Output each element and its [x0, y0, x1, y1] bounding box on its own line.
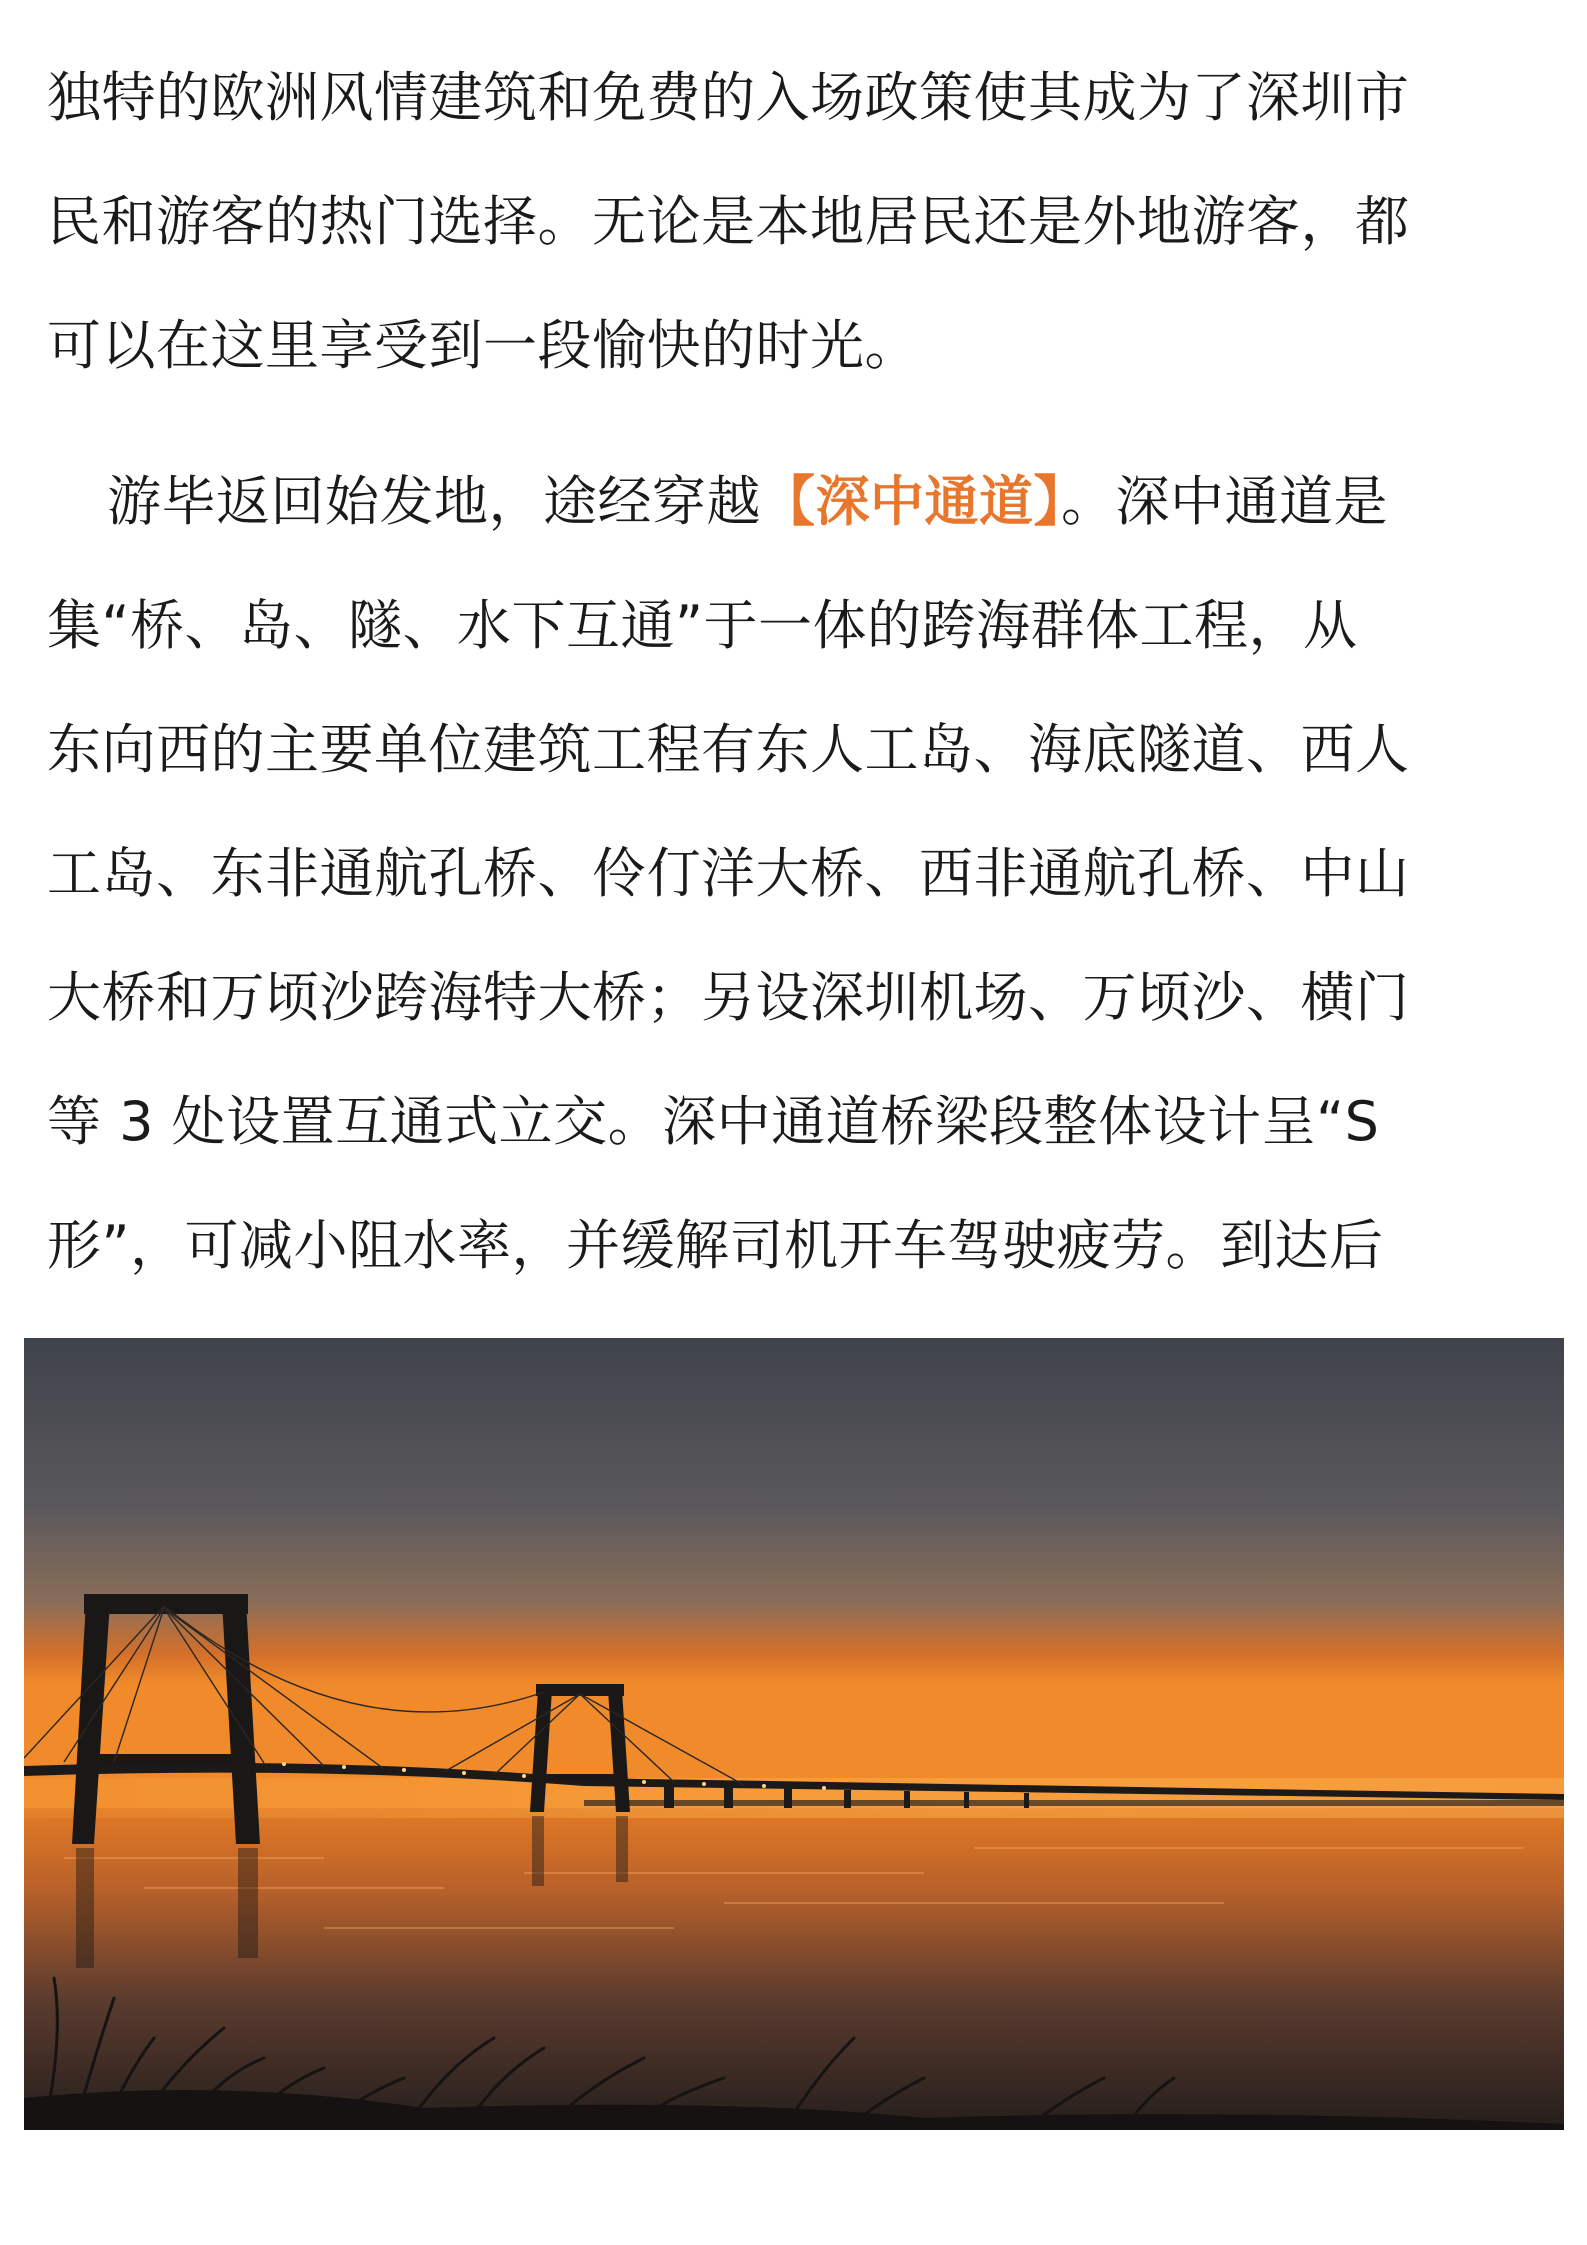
text-line: 等 3 处设置互通式立交。深中通道桥梁段整体设计呈“S	[47, 1090, 1380, 1153]
text-segment: 。深中通道是	[1061, 470, 1388, 533]
paragraph-1	[47, 36, 1517, 408]
paragraph-2	[47, 440, 1517, 1308]
text-line: 工岛、东非通航孔桥、伶仃洋大桥、西非通航孔桥、中山	[47, 842, 1410, 905]
text-line: 独特的欧洲风情建筑和免费的入场政策使其成为了深圳市	[47, 66, 1410, 129]
text-line: 民和游客的热门选择。无论是本地居民还是外地游客，都	[47, 190, 1410, 253]
text-segment: 游毕返回始发地，途经穿越	[107, 470, 761, 533]
text-line: 形”，可减小阻水率，并缓解司机开车驾驶疲劳。到达后	[47, 1214, 1384, 1277]
highlighted-term: 【深中通道】	[761, 470, 1061, 533]
bridge-sunset-photo	[24, 1338, 1564, 2130]
text-line: 集“桥、岛、隧、水下互通”于一体的跨海群体工程，从	[47, 594, 1358, 657]
text-line: 大桥和万顷沙跨海特大桥；另设深圳机场、万顷沙、横门	[47, 966, 1410, 1029]
text-line: 东向西的主要单位建筑工程有东人工岛、海底隧道、西人	[47, 718, 1410, 781]
text-line: 可以在这里享受到一段愉快的时光。	[47, 314, 919, 377]
suspension-bridge-sunset-photo-icon	[24, 1338, 1564, 2130]
text-line	[47, 440, 1517, 564]
